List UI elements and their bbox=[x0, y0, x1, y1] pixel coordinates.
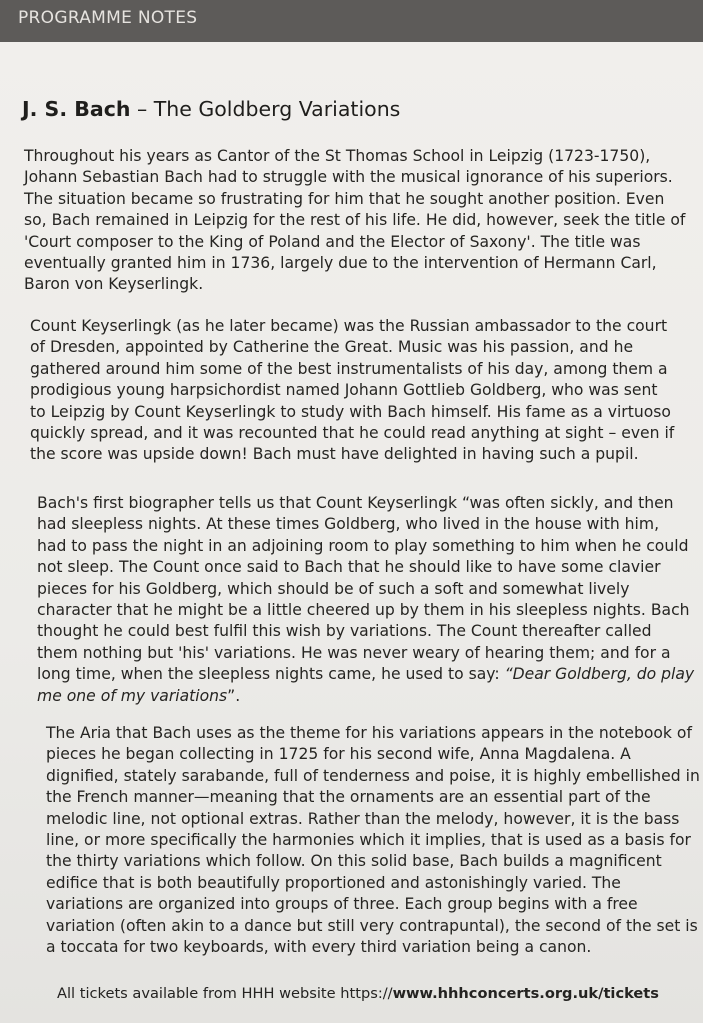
paragraph-1 bbox=[24, 146, 685, 296]
paragraph-line: edifice that is both beautifully proportioned and astonishingly varied. The bbox=[46, 873, 621, 892]
paragraph-line: them nothing but 'his' variations. He was never weary of hearing them; and for a bbox=[37, 643, 671, 662]
paragraph-line: Johann Sebastian Bach had to struggle with the musical ignorance of his superiors. bbox=[24, 168, 673, 187]
paragraph-line: variation (often akin to a dance but still very contrapuntal), the second of the set is bbox=[46, 916, 698, 935]
paragraph-line: pieces he began collecting in 1725 for his second wife, Anna Magdalena. A bbox=[46, 745, 631, 764]
tickets-link[interactable]: www.hhhconcerts.org.uk/tickets bbox=[392, 985, 659, 1002]
paragraph-3 bbox=[37, 493, 694, 707]
quote-text: “Dear Goldberg, do play bbox=[504, 665, 695, 684]
paragraph-line: pieces for his Goldberg, which should be of such a soft and somewhat lively bbox=[37, 579, 630, 598]
paragraph-line: to Leipzig by Count Keyserlingk to study with Bach himself. His fame as a virtuoso bbox=[30, 402, 671, 421]
header-label: PROGRAMME NOTES bbox=[18, 8, 198, 28]
quote-end: ”. bbox=[227, 686, 241, 705]
paragraph-line: line, or more specifically the harmonies which it implies, that is used as a basis for bbox=[46, 831, 691, 850]
paragraph-line: gathered around him some of the best instrumentalists of his day, among them a bbox=[30, 359, 668, 378]
paragraph-line: not sleep. The Count once said to Bach that he should like to have some clavier bbox=[37, 558, 661, 577]
paragraph-4 bbox=[46, 723, 700, 958]
paragraph-line: so, Bach remained in Leipzig for the rest of his life. He did, however, seek the title of bbox=[24, 211, 686, 230]
paragraph-line: the thirty variations which follow. On this solid base, Bach builds a magnificent bbox=[46, 852, 662, 871]
paragraph-line: The situation became so frustrating for him that he sought another position. Even bbox=[24, 189, 665, 208]
paragraph-line: quickly spread, and it was recounted that he could read anything at sight – even if bbox=[30, 424, 675, 443]
quote-lead-in: long time, when the sleepless nights came, he used to say: bbox=[37, 665, 505, 684]
footer-text: All tickets available from HHH website https:// bbox=[57, 985, 393, 1002]
paragraph-line: Baron von Keyserlingk. bbox=[24, 275, 204, 294]
paragraph-line: of Dresden, appointed by Catherine the Great. Music was his passion, and he bbox=[30, 338, 634, 357]
paragraph-line: Throughout his years as Cantor of the St Thomas School in Leipzig (1723-1750), bbox=[24, 147, 651, 165]
quote-text-continued: me one of my variations bbox=[37, 686, 228, 705]
paragraph-line: prodigious young harpsichordist named Johann Gottlieb Goldberg, who was sent bbox=[30, 381, 658, 400]
paragraph-line bbox=[37, 686, 694, 707]
paragraph-line: the French manner—meaning that the ornaments are an essential part of the bbox=[46, 788, 651, 807]
programme-notes-header bbox=[0, 0, 703, 42]
title-composer: J. S. Bach bbox=[22, 97, 131, 121]
paragraph-2 bbox=[30, 316, 674, 466]
paragraph-line: 'Court composer to the King of Poland and the Elector of Saxony'. The title was bbox=[24, 232, 641, 251]
paragraph-line: Count Keyserlingk (as he later became) was the Russian ambassador to the court bbox=[30, 317, 668, 335]
paragraph-line: a toccata for two keyboards, with every third variation being a canon. bbox=[46, 938, 592, 957]
paragraph-line: the score was upside down! Bach must have delighted in having such a pupil. bbox=[30, 445, 639, 464]
paragraph-line: eventually granted him in 1736, largely due to the intervention of Hermann Carl, bbox=[24, 254, 657, 273]
paragraph-line: variations are organized into groups of three. Each group begins with a free bbox=[46, 895, 638, 914]
paragraph-line: character that he might be a little cheered up by them in his sleepless nights. Bach bbox=[37, 601, 690, 620]
paragraph-line: The Aria that Bach uses as the theme for his variations appears in the notebook of bbox=[46, 724, 692, 742]
article-title bbox=[22, 97, 400, 121]
paragraph-line bbox=[37, 664, 694, 685]
ticket-footer bbox=[57, 985, 659, 1002]
paragraph-line: thought he could best fulfil this wish by variations. The Count thereafter called bbox=[37, 622, 652, 641]
paragraph-line: had sleepless nights. At these times Goldberg, who lived in the house with him, bbox=[37, 515, 660, 534]
paragraph-line: Bach's first biographer tells us that Count Keyserlingk “was often sickly, and then bbox=[37, 494, 674, 512]
paragraph-line: melodic line, not optional extras. Rather than the melody, however, it is the bass bbox=[46, 809, 680, 828]
paragraph-line: dignified, stately sarabande, full of tenderness and poise, it is highly embellished in bbox=[46, 766, 700, 785]
paragraph-line: had to pass the night in an adjoining room to play something to him when he could bbox=[37, 536, 689, 555]
title-work: – The Goldberg Variations bbox=[130, 97, 401, 121]
